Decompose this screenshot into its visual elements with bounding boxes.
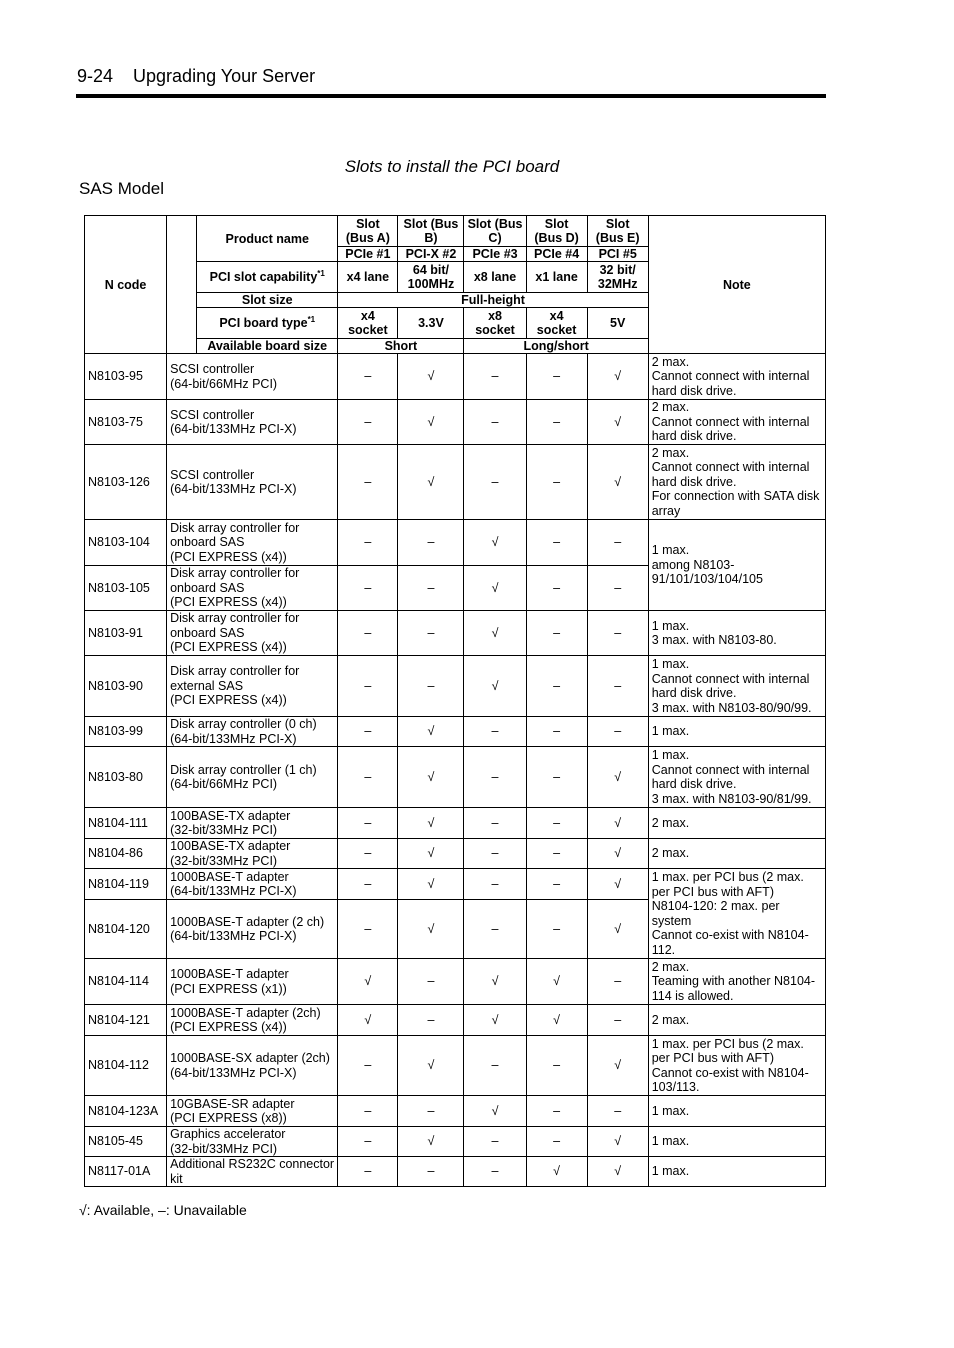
slot-availability-cell: – — [398, 1005, 464, 1036]
slot-availability-cell: – — [526, 1096, 587, 1127]
slot-availability-cell: – — [398, 959, 464, 1005]
ncode-cell: N8103-104 — [85, 520, 167, 566]
slot-availability-cell: – — [526, 747, 587, 808]
product-name-cell: SCSI controller (64-bit/66MHz PCI) — [167, 354, 338, 400]
ncode-cell: N8104-121 — [85, 1005, 167, 1036]
table-row — [85, 808, 826, 839]
slot-capability: x4 lane — [338, 262, 398, 293]
slot-availability-cell: √ — [398, 1127, 464, 1157]
ncode-cell: N8117-01A — [85, 1157, 167, 1187]
ncode-cell: N8104-123A — [85, 1096, 167, 1127]
board-type: x4 socket — [526, 308, 587, 339]
header-spacer — [167, 216, 197, 354]
ncode-cell: N8103-105 — [85, 566, 167, 611]
table-row — [85, 869, 826, 900]
slot-availability-cell: √ — [587, 354, 648, 400]
legend: √: Available, –: Unavailable — [79, 1202, 247, 1218]
ncode-cell: N8103-80 — [85, 747, 167, 808]
product-name-cell: Graphics accelerator (32-bit/33MHz PCI) — [167, 1127, 338, 1157]
slot-availability-cell: – — [464, 717, 526, 747]
slot-availability-cell: – — [587, 1005, 648, 1036]
table-row — [85, 611, 826, 656]
slot-header: Slot (Bus B) — [398, 216, 464, 247]
slot-availability-cell: √ — [398, 400, 464, 445]
slot-availability-cell: – — [526, 900, 587, 959]
note-cell: 1 max. 3 max. with N8103-80. — [648, 611, 825, 656]
slot-availability-cell: – — [398, 656, 464, 717]
slot-availability-cell: – — [464, 839, 526, 869]
slot-availability-cell: √ — [398, 1036, 464, 1096]
slot-availability-cell: – — [526, 611, 587, 656]
section-title: Slots to install the PCI board — [344, 157, 560, 176]
note-cell: 2 max. Cannot connect with internal hard disk drive. For connection with SATA disk array — [648, 445, 825, 520]
board-type: 3.3V — [398, 308, 464, 339]
slot-availability-cell: – — [526, 566, 587, 611]
note-cell: 1 max. — [648, 1157, 825, 1187]
slot-availability-cell: – — [398, 611, 464, 656]
slot-availability-cell: – — [464, 808, 526, 839]
slot-availability-cell: – — [464, 1157, 526, 1187]
ncode-cell: N8103-75 — [85, 400, 167, 445]
product-name-cell: 100BASE-TX adapter (32-bit/33MHz PCI) — [167, 839, 338, 869]
slot-availability-cell: √ — [587, 808, 648, 839]
slot-header: Slot (Bus C) — [464, 216, 526, 247]
product-name-cell: Disk array controller (1 ch) (64-bit/66MHz PCI) — [167, 747, 338, 808]
table-row — [85, 959, 826, 1005]
slot-availability-cell: √ — [464, 1005, 526, 1036]
note-cell: 2 max. — [648, 839, 825, 869]
slot-availability-cell: – — [526, 1127, 587, 1157]
slot-availability-cell: √ — [398, 900, 464, 959]
slot-availability-cell: √ — [464, 520, 526, 566]
ncode-cell: N8103-99 — [85, 717, 167, 747]
table-row — [85, 747, 826, 808]
product-name-cell: Disk array controller (0 ch) (64-bit/133MHz PCI-X) — [167, 717, 338, 747]
slot-availability-cell: – — [587, 1096, 648, 1127]
slot-availability-cell: – — [338, 1096, 398, 1127]
slot-availability-cell: √ — [338, 1005, 398, 1036]
slot-availability-cell: – — [464, 1036, 526, 1096]
product-name-cell: 1000BASE-SX adapter (2ch) (64-bit/133MHz PCI-X) — [167, 1036, 338, 1096]
slot-availability-cell: – — [526, 869, 587, 900]
slot-availability-cell: – — [587, 566, 648, 611]
slot-availability-cell: – — [464, 354, 526, 400]
product-name-cell: 100BASE-TX adapter (32-bit/33MHz PCI) — [167, 808, 338, 839]
slot-availability-cell: √ — [526, 959, 587, 1005]
table-row — [85, 1036, 826, 1096]
slot-availability-cell: – — [338, 611, 398, 656]
slot-availability-cell: – — [587, 611, 648, 656]
slot-capability: x8 lane — [464, 262, 526, 293]
slot-availability-cell: – — [464, 900, 526, 959]
table-row — [85, 400, 826, 445]
slot-availability-cell: – — [526, 1036, 587, 1096]
slot-availability-cell: √ — [398, 869, 464, 900]
note-cell: 2 max. Teaming with another N8104-114 is allowed. — [648, 959, 825, 1005]
slot-availability-cell: – — [587, 717, 648, 747]
board-type: x4 socket — [338, 308, 398, 339]
slot-availability-cell: – — [526, 656, 587, 717]
header-rule — [76, 94, 826, 98]
slot-availability-cell: – — [398, 1157, 464, 1187]
slot-availability-cell: √ — [398, 445, 464, 520]
table-row — [85, 1005, 826, 1036]
slot-availability-cell: √ — [587, 747, 648, 808]
ncode-cell: N8104-86 — [85, 839, 167, 869]
slot-capability: x1 lane — [526, 262, 587, 293]
board-size-long: Long/short — [464, 339, 648, 354]
pci-board-type-label: PCI board type$^{*1}$ — [197, 308, 338, 339]
slot-type: PCI-X #2 — [398, 247, 464, 262]
ncode-cell: N8105-45 — [85, 1127, 167, 1157]
board-type: 5V — [587, 308, 648, 339]
note-cell: 1 max. Cannot connect with internal hard disk drive. 3 max. with N8103-80/90/99. — [648, 656, 825, 717]
note-cell: 1 max. — [648, 717, 825, 747]
slot-availability-cell: – — [464, 400, 526, 445]
ncode-cell: N8104-111 — [85, 808, 167, 839]
slot-availability-cell: √ — [587, 445, 648, 520]
note-cell: 1 max. per PCI bus (2 max. per PCI bus with AFT) Cannot co-exist with N8104-103/113. — [648, 1036, 825, 1096]
slot-header: Slot (Bus A) — [338, 216, 398, 247]
slot-availability-cell: – — [338, 808, 398, 839]
slot-availability-cell: √ — [464, 959, 526, 1005]
note-cell: 2 max. — [648, 1005, 825, 1036]
slot-availability-cell: – — [338, 839, 398, 869]
slot-availability-cell: – — [338, 1157, 398, 1187]
table-row — [85, 354, 826, 400]
slot-availability-cell: – — [464, 445, 526, 520]
slot-type: PCIe #4 — [526, 247, 587, 262]
product-name-cell: Additional RS232C connector kit — [167, 1157, 338, 1187]
slot-availability-cell: √ — [398, 839, 464, 869]
ncode-header: N code — [85, 216, 167, 354]
note-cell: 1 max. Cannot connect with internal hard disk drive. 3 max. with N8103-90/81/99. — [648, 747, 825, 808]
slot-availability-cell: – — [338, 900, 398, 959]
slot-availability-cell: √ — [526, 1157, 587, 1187]
product-name-cell: 10GBASE-SR adapter (PCI EXPRESS (x8)) — [167, 1096, 338, 1127]
ncode-cell: N8104-119 — [85, 869, 167, 900]
slot-availability-cell: √ — [398, 717, 464, 747]
board-type: x8 socket — [464, 308, 526, 339]
slot-availability-cell: – — [398, 520, 464, 566]
product-name-cell: 1000BASE-T adapter (2 ch) (64-bit/133MHz PCI-X) — [167, 900, 338, 959]
note-cell: 2 max. Cannot connect with internal hard disk drive. — [648, 400, 825, 445]
slot-availability-cell: – — [526, 354, 587, 400]
slot-availability-cell: – — [338, 354, 398, 400]
product-name-cell: Disk array controller for onboard SAS (PCI EXPRESS (x4)) — [167, 611, 338, 656]
slot-availability-cell: – — [338, 656, 398, 717]
note-cell: 1 max. — [648, 1127, 825, 1157]
slot-availability-cell: – — [526, 520, 587, 566]
slot-availability-cell: √ — [587, 839, 648, 869]
table-row — [85, 520, 826, 566]
slot-availability-cell: – — [338, 747, 398, 808]
slot-size-value: Full-height — [338, 293, 648, 308]
table-row — [85, 717, 826, 747]
note-cell: 1 max. per PCI bus (2 max. per PCI bus with AFT) N8104-120: 2 max. per system Cannot co-exist with N8104-112. — [648, 869, 825, 959]
slot-type: PCI #5 — [587, 247, 648, 262]
product-name-cell: Disk array controller for onboard SAS (PCI EXPRESS (x4)) — [167, 566, 338, 611]
slot-header: Slot (Bus E) — [587, 216, 648, 247]
slot-availability-cell: – — [526, 400, 587, 445]
ncode-cell: N8104-114 — [85, 959, 167, 1005]
slot-availability-cell: √ — [398, 354, 464, 400]
slot-availability-cell: √ — [464, 566, 526, 611]
product-name-cell: 1000BASE-T adapter (2ch) (PCI EXPRESS (x4)) — [167, 1005, 338, 1036]
slot-availability-cell: – — [587, 656, 648, 717]
product-name-cell: 1000BASE-T adapter (PCI EXPRESS (x1)) — [167, 959, 338, 1005]
slot-availability-cell: √ — [587, 1157, 648, 1187]
slot-capability: 64 bit/ 100MHz — [398, 262, 464, 293]
slot-type: PCIe #1 — [338, 247, 398, 262]
slot-availability-cell: – — [464, 1127, 526, 1157]
page-header: 9-24 Upgrading Your Server — [77, 66, 316, 86]
slot-availability-cell: √ — [464, 1096, 526, 1127]
slot-availability-cell: – — [338, 1127, 398, 1157]
ncode-cell: N8103-90 — [85, 656, 167, 717]
slot-type: PCIe #3 — [464, 247, 526, 262]
product-name-cell: Disk array controller for onboard SAS (PCI EXPRESS (x4)) — [167, 520, 338, 566]
product-name-cell: SCSI controller (64-bit/133MHz PCI-X) — [167, 445, 338, 520]
board-size-short: Short — [338, 339, 464, 354]
note-cell: 2 max. — [648, 808, 825, 839]
product-name-cell: 1000BASE-T adapter (64-bit/133MHz PCI-X) — [167, 869, 338, 900]
slot-availability-cell: √ — [464, 611, 526, 656]
slot-availability-cell: – — [587, 959, 648, 1005]
slot-availability-cell: – — [526, 717, 587, 747]
slot-availability-cell: – — [338, 400, 398, 445]
model-label: SAS Model — [79, 179, 165, 198]
slot-availability-cell: – — [526, 445, 587, 520]
slot-availability-cell: √ — [587, 1127, 648, 1157]
table-row — [85, 656, 826, 717]
slot-availability-cell: √ — [526, 1005, 587, 1036]
slot-availability-cell: √ — [464, 656, 526, 717]
ncode-cell: N8103-95 — [85, 354, 167, 400]
available-board-size-label: Available board size — [197, 339, 338, 354]
slot-availability-cell: √ — [398, 747, 464, 808]
slot-availability-cell: – — [338, 869, 398, 900]
table-row — [85, 839, 826, 869]
pci-slot-capability-label: PCI slot capability$^{*1}$ — [197, 262, 338, 293]
slot-availability-cell: – — [526, 808, 587, 839]
table-row — [85, 445, 826, 520]
note-cell: 2 max. Cannot connect with internal hard disk drive. — [648, 354, 825, 400]
product-name-cell: Disk array controller for external SAS (PCI EXPRESS (x4)) — [167, 656, 338, 717]
slot-availability-cell: – — [338, 520, 398, 566]
slot-availability-cell: – — [526, 839, 587, 869]
ncode-cell: N8104-112 — [85, 1036, 167, 1096]
slot-availability-cell: √ — [587, 400, 648, 445]
slot-availability-cell: – — [398, 566, 464, 611]
product-name-cell: SCSI controller (64-bit/133MHz PCI-X) — [167, 400, 338, 445]
slot-availability-cell: – — [464, 747, 526, 808]
slot-availability-cell: – — [587, 520, 648, 566]
pci-slot-table — [84, 215, 826, 1187]
slot-size-label: Slot size — [197, 293, 338, 308]
slot-availability-cell: – — [338, 566, 398, 611]
slot-availability-cell: – — [338, 445, 398, 520]
table-row — [85, 1157, 826, 1187]
slot-capability: 32 bit/ 32MHz — [587, 262, 648, 293]
note-cell: 1 max. among N8103-91/101/103/104/105 — [648, 520, 825, 611]
slot-availability-cell: √ — [587, 869, 648, 900]
slot-header: Slot (Bus D) — [526, 216, 587, 247]
slot-availability-cell: √ — [587, 900, 648, 959]
ncode-cell: N8104-120 — [85, 900, 167, 959]
slot-availability-cell: √ — [587, 1036, 648, 1096]
slot-availability-cell: – — [464, 869, 526, 900]
slot-availability-cell: – — [398, 1096, 464, 1127]
slot-availability-cell: √ — [398, 808, 464, 839]
product-name-header: Product name — [197, 216, 338, 262]
ncode-cell: N8103-126 — [85, 445, 167, 520]
table-row — [85, 1096, 826, 1127]
slot-availability-cell: – — [338, 717, 398, 747]
ncode-cell: N8103-91 — [85, 611, 167, 656]
table-row — [85, 1127, 826, 1157]
note-header: Note — [648, 216, 825, 354]
slot-availability-cell: – — [338, 1036, 398, 1096]
note-cell: 1 max. — [648, 1096, 825, 1127]
slot-availability-cell: √ — [338, 959, 398, 1005]
